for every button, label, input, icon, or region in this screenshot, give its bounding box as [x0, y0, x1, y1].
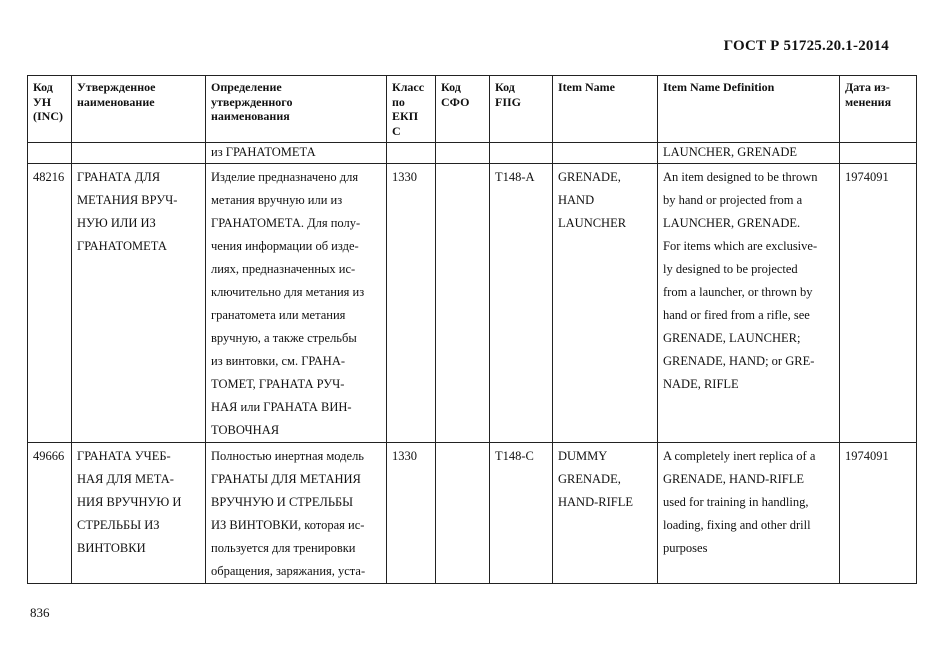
- inc-code: 48216: [28, 164, 72, 443]
- text-line: HAND: [558, 193, 595, 207]
- change-date: 1974091: [840, 164, 917, 443]
- text-line: LAUNCHER: [558, 216, 627, 230]
- text-line: An item designed to be thrown: [663, 170, 818, 184]
- text-line: ТОМЕТ, ГРАНАТА РУЧ-: [211, 377, 345, 391]
- text-line: DUMMY: [558, 449, 608, 463]
- header-line: С: [392, 123, 401, 138]
- col-header-item-name-definition: [658, 76, 840, 143]
- text-line: ИЗ ВИНТОВКИ, которая ис-: [211, 518, 365, 532]
- header-row: [28, 76, 917, 143]
- header-line: Утвержденное: [77, 80, 156, 94]
- text-line: из винтовки, см. ГРАНА-: [211, 354, 346, 368]
- item-name-definition: [658, 164, 840, 443]
- text-line: For items which are exclusive-: [663, 239, 818, 253]
- text-line: GRENADE, HAND; or GRE-: [663, 354, 815, 368]
- header-line: Item Name: [558, 80, 615, 94]
- text-line: from a launcher, or thrown by: [663, 285, 813, 299]
- text-line: loading, fixing and other drill: [663, 518, 811, 532]
- text-line: hand or fired from a rifle, see: [663, 308, 810, 322]
- header-line: ЕКП: [392, 109, 419, 123]
- definition: [206, 443, 387, 584]
- class-code: 1330: [387, 164, 436, 443]
- text-line: A completely inert replica of a: [663, 449, 816, 463]
- class-code: 1330: [387, 443, 436, 584]
- header-line: по: [392, 94, 405, 109]
- catalog-table: [27, 75, 917, 584]
- table-row: [28, 443, 917, 584]
- text-line: лиях, предназначенных ис-: [211, 262, 356, 276]
- text-line: ly designed to be projected: [663, 262, 798, 276]
- continuation-item-name-definition: LAUNCHER, GRENADE: [658, 143, 840, 164]
- text-line: ВИНТОВКИ: [77, 541, 146, 555]
- text-line: ГРАНАТА ДЛЯ: [77, 170, 161, 184]
- continuation-definition: из ГРАНАТОМЕТА: [206, 143, 387, 164]
- text-line: Изделие предназначено для: [211, 170, 359, 184]
- col-header-change-date: [840, 76, 917, 143]
- text-line: ГРАНАТОМЕТА: [77, 239, 167, 253]
- definition: [206, 164, 387, 443]
- text-line: НАЯ ДЛЯ МЕТА-: [77, 472, 174, 486]
- text-line: ГРАНАТЫ ДЛЯ МЕТАНИЯ: [211, 472, 361, 486]
- item-name-definition: [658, 443, 840, 584]
- page-number: 836: [30, 605, 50, 620]
- approved-name: [72, 164, 206, 443]
- text-line: GRENADE,: [558, 472, 621, 486]
- text-line: GRENADE,: [558, 170, 621, 184]
- table-row: [28, 164, 917, 443]
- approved-name: [72, 443, 206, 584]
- col-header-definition: [206, 76, 387, 143]
- fiig-code: T148-C: [490, 443, 553, 584]
- header-line: Дата из-: [845, 80, 890, 94]
- sfo-code: [436, 443, 490, 584]
- text-line: чения информации об изде-: [211, 239, 359, 253]
- header-line: Код: [441, 80, 461, 94]
- text-line: НУЮ ИЛИ ИЗ: [77, 216, 156, 230]
- col-header-approved-name: [72, 76, 206, 143]
- header-line: Item Name Definition: [663, 80, 775, 94]
- header-line: Определение: [211, 80, 282, 94]
- text-line: пользуется для тренировки: [211, 541, 356, 555]
- item-name: [553, 443, 658, 584]
- header-line: Класс: [392, 80, 425, 94]
- col-header-inc: [28, 76, 72, 143]
- text-line: purposes: [663, 541, 708, 555]
- header-line: наименование: [77, 94, 155, 109]
- col-header-fiig: [490, 76, 553, 143]
- text-line: НИЯ ВРУЧНУЮ И: [77, 495, 182, 509]
- text-line: НАЯ или ГРАНАТА ВИН-: [211, 400, 352, 414]
- header-line: Код: [33, 80, 53, 94]
- header-line: (INC): [33, 109, 63, 123]
- text-line: ТОВОЧНАЯ: [211, 423, 280, 437]
- continuation-row: [28, 143, 917, 164]
- header-line: Код: [495, 80, 515, 94]
- text-line: гранатомета или метания: [211, 308, 346, 322]
- text-line: ключительно для метания из: [211, 285, 365, 299]
- change-date: 1974091: [840, 443, 917, 584]
- header-line: FIIG: [495, 94, 522, 109]
- col-header-sfo: [436, 76, 490, 143]
- header-line: утвержденного: [211, 94, 293, 109]
- text-line: ГРАНАТОМЕТА. Для полу-: [211, 216, 361, 230]
- text-line: обращения, заряжания, уста-: [211, 564, 366, 578]
- inc-code: 49666: [28, 443, 72, 584]
- text-line: Полностью инертная модель: [211, 449, 365, 463]
- text-line: СТРЕЛЬБЫ ИЗ: [77, 518, 160, 532]
- text-line: LAUNCHER, GRENADE.: [663, 216, 801, 230]
- standard-number: ГОСТ Р 51725.20.1-2014: [723, 38, 889, 54]
- text-line: ВРУЧНУЮ И СТРЕЛЬБЫ: [211, 495, 354, 509]
- header-line: СФО: [441, 94, 470, 109]
- header-line: менения: [845, 94, 892, 109]
- text-line: GRENADE, HAND-RIFLE: [663, 472, 804, 486]
- text-line: вручную, а также стрельбы: [211, 331, 357, 345]
- col-header-class: [387, 76, 436, 143]
- text-line: used for training in handling,: [663, 495, 809, 509]
- header-line: УН: [33, 94, 52, 109]
- text-line: GRENADE, LAUNCHER;: [663, 331, 801, 345]
- sfo-code: [436, 164, 490, 443]
- header-line: наименования: [211, 109, 290, 123]
- fiig-code: T148-A: [490, 164, 553, 443]
- text-line: ГРАНАТА УЧЕБ-: [77, 449, 171, 463]
- text-line: HAND-RIFLE: [558, 495, 633, 509]
- text-line: by hand or projected from a: [663, 193, 803, 207]
- text-line: МЕТАНИЯ ВРУЧ-: [77, 193, 178, 207]
- col-header-item-name: [553, 76, 658, 143]
- text-line: NADE, RIFLE: [663, 377, 739, 391]
- item-name: [553, 164, 658, 443]
- text-line: метания вручную или из: [211, 193, 343, 207]
